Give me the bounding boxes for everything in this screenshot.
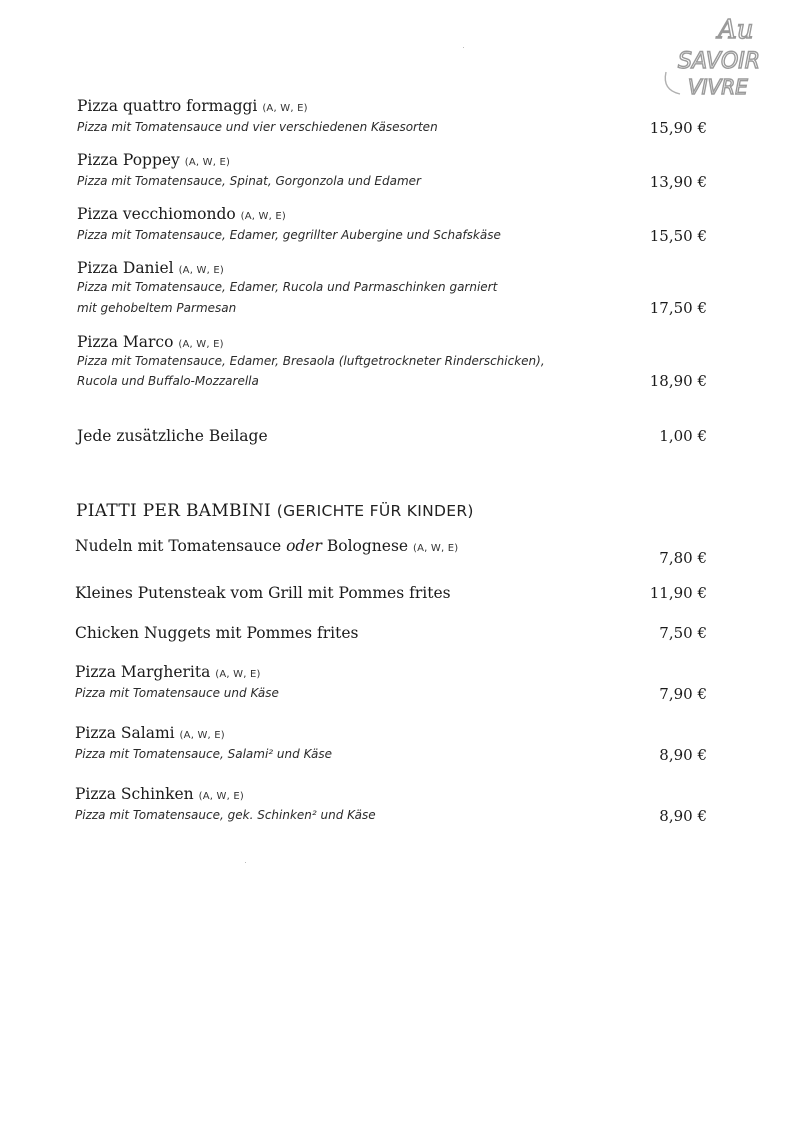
item-price: 7,80 € <box>659 549 707 567</box>
item-allergens: (A, W, E) <box>215 669 261 680</box>
item-name: Chicken Nuggets mit Pommes frites <box>75 624 359 642</box>
item-allergens: (A, W, E) <box>184 157 231 168</box>
item-price: 1,00 € <box>659 427 707 445</box>
item-description: Pizza mit Tomatensauce, Edamer, gegrillter Aubergine und Schafskäse <box>77 228 501 242</box>
item-allergens: (A, W, E) <box>179 730 225 741</box>
item-allergens: (A, W, E) <box>198 791 244 802</box>
item-name-part2: Bolognese <box>326 537 409 555</box>
item-price: 15,90 € <box>649 119 707 137</box>
item-description: Pizza mit Tomatensauce und vier verschiedenen Käsesorten <box>77 120 438 134</box>
item-price: 18,90 € <box>649 372 707 390</box>
item-name: Pizza Margherita <box>75 663 211 681</box>
item-description: Pizza mit Tomatensauce, Salami² und Käse <box>75 747 333 761</box>
logo-line3: VIVRE <box>688 75 748 99</box>
item-allergens: (A, W, E) <box>178 339 224 350</box>
section-title-kids <box>76 501 474 521</box>
item-description: Pizza mit Tomatensauce, Edamer, Rucola und Parmaschinken garniert <box>77 280 498 294</box>
item-name: Kleines Putensteak vom Grill mit Pommes frites <box>75 584 451 602</box>
item-name: Pizza quattro formaggi <box>77 97 258 115</box>
item-name: Pizza Poppey <box>77 151 180 169</box>
logo-line2: SAVOIR <box>678 49 761 74</box>
item-price: 7,90 € <box>659 685 707 703</box>
item-allergens: (A, W, E) <box>413 543 459 554</box>
item-allergens: (A, W, E) <box>240 211 287 222</box>
item-description: Pizza mit Tomatensauce und Käse <box>75 686 279 700</box>
item-price: 7,50 € <box>659 624 707 642</box>
item-description: Pizza mit Tomatensauce, Spinat, Gorgonzola und Edamer <box>77 174 421 188</box>
item-name: Nudeln mit Tomatensauce <box>75 537 282 555</box>
item-price: 13,90 € <box>649 173 707 191</box>
item-allergens: (A, W, E) <box>178 265 224 276</box>
item-price: 15,50 € <box>649 227 707 245</box>
section-title-sub: (GERICHTE FÜR KINDER) <box>276 502 474 520</box>
item-description-line2: mit gehobeltem Parmesan <box>77 301 237 315</box>
section-title-main: PIATTI PER BAMBINI <box>76 501 272 521</box>
item-name: Pizza Schinken <box>75 785 194 803</box>
item-name: Pizza vecchiomondo <box>77 205 236 223</box>
item-name: Pizza Salami <box>75 724 175 742</box>
scan-speck <box>245 862 246 863</box>
item-name: Jede zusätzliche Beilage <box>77 427 268 445</box>
item-description: Pizza mit Tomatensauce, gek. Schinken² und Käse <box>75 808 376 822</box>
item-price: 8,90 € <box>659 746 707 764</box>
item-allergens: (A, W, E) <box>262 103 308 114</box>
item-description: Pizza mit Tomatensauce, Edamer, Bresaola (luftgetrockneter Rinderschicken), <box>77 354 545 368</box>
item-price: 11,90 € <box>649 584 707 602</box>
logo-line1: Au <box>718 15 754 45</box>
item-name: Pizza Marco <box>77 333 174 351</box>
au-savoir-vivre-logo <box>660 10 770 110</box>
scan-speck <box>463 47 464 48</box>
item-price: 17,50 € <box>649 299 707 317</box>
item-price: 8,90 € <box>659 807 707 825</box>
item-name: Pizza Daniel <box>77 259 174 277</box>
item-name-italic: oder <box>286 537 322 555</box>
item-description-line2: Rucola und Buffalo-Mozzarella <box>77 374 259 388</box>
